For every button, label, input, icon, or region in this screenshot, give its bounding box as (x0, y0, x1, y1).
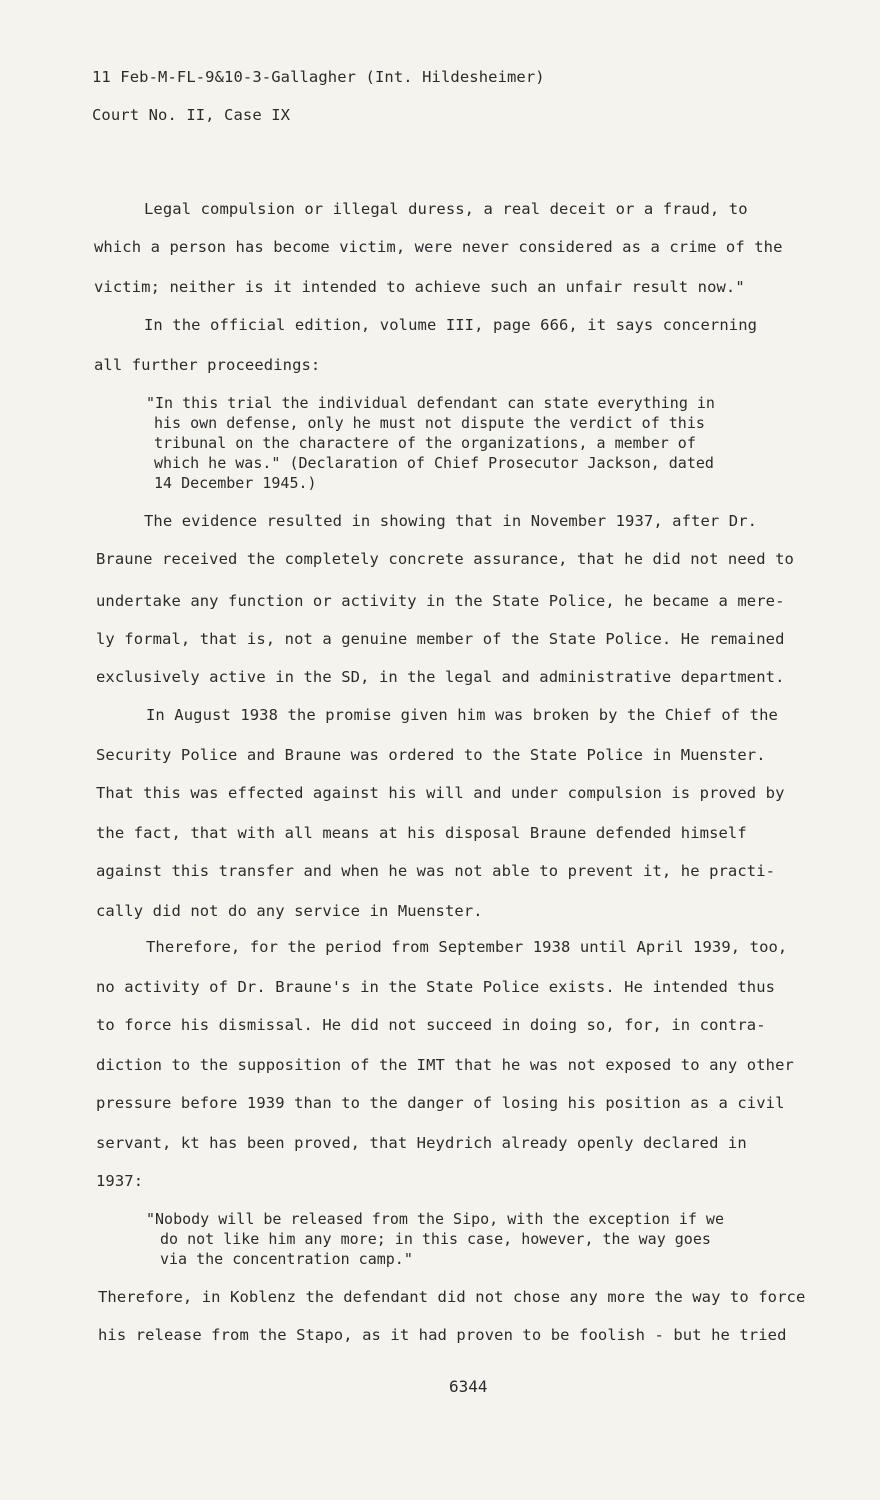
text-line: his release from the Stapo, as it had proven to be foolish - but he tried (98, 1326, 787, 1344)
text-line: the fact, that with all means at his disposal Braune defended himself (96, 824, 747, 842)
quote-line: "In this trial the individual defendant can state everything in (146, 394, 715, 412)
header-court: Court No. II, Case IX (92, 106, 291, 124)
text-line: The evidence resulted in showing that in November 1937, after Dr. (144, 512, 758, 530)
text-line: all further proceedings: (94, 356, 321, 374)
text-line: pressure before 1939 than to the danger of losing his position as a civil (96, 1094, 785, 1112)
quote-line: via the concentration camp." (160, 1250, 413, 1268)
quote-line: which he was." (Declaration of Chief Prosecutor Jackson, dated (154, 454, 714, 472)
text-line: That this was effected against his will and under compulsion is proved by (96, 784, 785, 802)
text-line: no activity of Dr. Braune's in the State Police exists. He intended thus (96, 978, 776, 996)
text-line: to force his dismissal. He did not succeed in doing so, for, in contra- (96, 1016, 766, 1034)
quote-line: tribunal on the charactere of the organizations, a member of (154, 434, 696, 452)
quote-line: "Nobody will be released from the Sipo, with the exception if we (146, 1210, 724, 1228)
page-number: 6344 (449, 1377, 488, 1396)
text-line: Legal compulsion or illegal duress, a real deceit or a fraud, to (144, 200, 748, 218)
text-line: exclusively active in the SD, in the legal and administrative department. (96, 668, 785, 686)
text-line: ly formal, that is, not a genuine member of the State Police. He remained (96, 630, 785, 648)
text-line: In August 1938 the promise given him was broken by the Chief of the (146, 706, 778, 724)
text-line: undertake any function or activity in the State Police, he became a mere- (96, 592, 785, 610)
text-line: Security Police and Braune was ordered to the State Police in Muenster. (96, 746, 766, 764)
quote-line: 14 December 1945.) (154, 474, 317, 492)
quote-line: do not like him any more; in this case, however, the way goes (160, 1230, 711, 1248)
text-line: which a person has become victim, were never considered as a crime of the (94, 238, 783, 256)
text-line: In the official edition, volume III, page 666, it says concerning (144, 316, 758, 334)
text-line: Therefore, in Koblenz the defendant did not chose any more the way to force (98, 1288, 806, 1306)
text-line: 1937: (96, 1172, 144, 1190)
quote-line: his own defense, only he must not dispute the verdict of this (154, 414, 705, 432)
text-line: cally did not do any service in Muenster. (96, 902, 483, 920)
text-line: Braune received the completely concrete assurance, that he did not need to (96, 550, 794, 568)
header-case-reference: 11 Feb-M-FL-9&10-3-Gallagher (Int. Hildesheimer) (92, 68, 545, 86)
text-line: diction to the supposition of the IMT that he was not exposed to any other (96, 1056, 794, 1074)
text-line: against this transfer and when he was not able to prevent it, he practi- (96, 862, 776, 880)
text-line: Therefore, for the period from September 1938 until April 1939, too, (146, 938, 788, 956)
text-line: servant, kt has been proved, that Heydrich already openly declared in (96, 1134, 747, 1152)
text-line: victim; neither is it intended to achieve such an unfair result now." (94, 278, 745, 296)
